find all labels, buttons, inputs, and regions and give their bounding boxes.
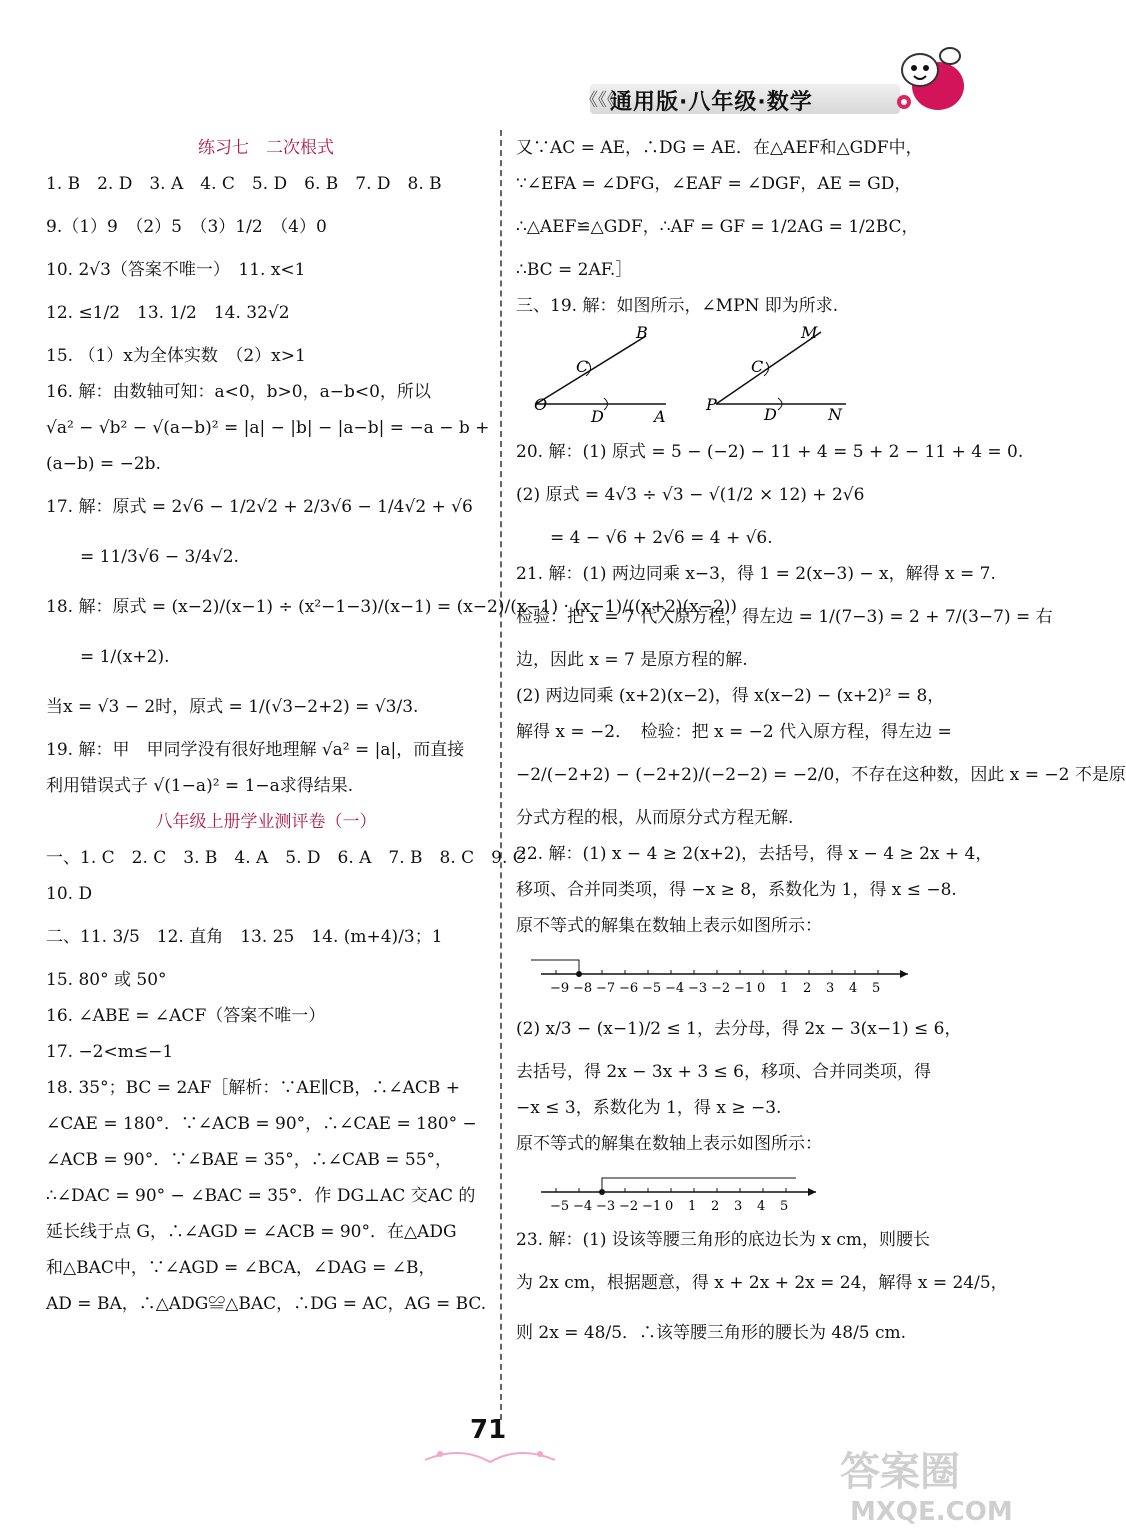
angle-construction-figure (516, 324, 936, 424)
tick-label: 5 (872, 981, 881, 996)
section-title: 练习七 二次根式 (198, 138, 334, 158)
axis-arrow-icon (900, 970, 908, 978)
answer-line: 延长线于点 G，∴∠AGD = ∠ACB = 90°．在△ADG (46, 1222, 457, 1242)
answer-line: 10. 2√3（答案不唯一） 11. x<1 (46, 260, 306, 280)
tick-label: −3 (596, 1199, 616, 1214)
solution-bracket (602, 1178, 796, 1192)
tick-label: 0 (665, 1199, 674, 1214)
section-title: 八年级上册学业测评卷（一） (155, 812, 377, 832)
tick-label: −4 (665, 981, 685, 996)
tick-label: 0 (757, 981, 766, 996)
answer-line: 9.（1）9 （2）5 （3）1/2 （4）0 (46, 217, 327, 237)
answer-line: 20. 解：(1) 原式 = 5 − (−2) − 11 + 4 = 5 + 2 − 11 + 4 = 0. (516, 442, 1024, 462)
tick-label: −2 (711, 981, 731, 996)
answer-line: −2/(−2+2) − (−2+2)/(−2−2) = −2/0，不存在这种数，因此 x = −2 不是原 (516, 765, 1126, 785)
header-title: 通用版·八年级·数学 (610, 90, 813, 115)
tick-label: 4 (849, 981, 858, 996)
tick-label: −6 (619, 981, 639, 996)
right-column (516, 130, 1126, 1358)
tick-label: 2 (711, 1199, 720, 1214)
figure-block (516, 324, 966, 434)
tick-label: −3 (688, 981, 708, 996)
watermark-line2: MXQE.COM (850, 1497, 1013, 1527)
answer-line: (a−b) = −2b. (46, 454, 161, 474)
number-line-block (516, 944, 966, 1004)
answer-line: 三、19. 解：如图所示，∠MPN 即为所求. (516, 296, 839, 316)
answer-line: ∴△AEF≌△GDF，∴AF = GF = 1/2AG = 1/2BC， (516, 217, 919, 237)
watermark-line1: 答案圈 (840, 1449, 960, 1495)
answer-line: 18. 35°；BC = 2AF［解析：∵AE∥CB，∴∠ACB + (46, 1078, 461, 1098)
fig-label-N: N (828, 405, 842, 424)
answer-line: 18. 解：原式 = (x−2)/(x−1) ÷ (x²−1−3)/(x−1) = (x−2)/(x−1) · (x−1)/((x+2)(x−2)) (46, 597, 738, 617)
answer-line: ∴BC = 2AF.］ (516, 260, 633, 280)
answer-line: 利用错误式子 √(1−a)² = 1−a求得结果. (46, 776, 354, 796)
number-line-block (516, 1162, 966, 1222)
answer-line: 原不等式的解集在数轴上表示如图所示： (516, 916, 822, 936)
answer-line: (2) 原式 = 4√3 ÷ √3 − √(1/2 × 12) + 2√6 (516, 485, 865, 505)
answer-line: 为 2x cm，根据题意，得 x + 2x + 2x = 24，解得 x = 24/5， (516, 1273, 1008, 1293)
fig-label-B: B (636, 323, 648, 342)
fig-label-P: P (706, 395, 717, 414)
endpoint-dot (576, 971, 582, 977)
answer-line: 17. −2<m≤−1 (46, 1042, 174, 1062)
answer-line: = 1/(x+2). (46, 647, 170, 667)
answer-line: 16. 解：由数轴可知：a<0，b>0，a−b<0，所以 (46, 382, 431, 402)
answer-line: (2) 两边同乘 (x+2)(x−2)，得 x(x−2) − (x+2)² = 8， (516, 686, 945, 706)
answer-line: 则 2x = 48/5．∴该等腰三角形的腰长为 48/5 cm. (516, 1323, 907, 1343)
answer-line: ∵∠EFA = ∠DFG，∠EAF = ∠DGF，AE = GD， (516, 174, 912, 194)
answer-line: 一、1. C 2. C 3. B 4. A 5. D 6. A 7. B 8. C 9. C (46, 848, 526, 868)
tick-label: −2 (619, 1199, 639, 1214)
answer-line: ∠CAE = 180°．∵∠ACB = 90°，∴∠CAE = 180° − (46, 1114, 477, 1134)
axis-arrow-icon (808, 1188, 816, 1196)
answer-line: 当x = √3 − 2时，原式 = 1/(√3−2+2) = √3/3. (46, 697, 419, 717)
number-line (516, 944, 936, 1004)
tick-label: −8 (573, 981, 593, 996)
answer-line: = 4 − √6 + 2√6 = 4 + √6. (516, 528, 773, 548)
chevron-icon: 《《《 (580, 90, 616, 111)
answer-line: 和△BAC中，∵∠AGD = ∠BCA，∠DAG = ∠B， (46, 1258, 436, 1278)
tick-label: −7 (596, 981, 616, 996)
bee-mascot-icon (890, 40, 970, 120)
answer-line: ∴∠DAC = 90° − ∠BAC = 35°．作 DG⊥AC 交AC 的 (46, 1186, 476, 1206)
answer-line: 15. （1）x为全体实数 （2）x>1 (46, 346, 306, 366)
fig-label-C: C (576, 357, 589, 376)
answer-line: 原不等式的解集在数轴上表示如图所示： (516, 1134, 822, 1154)
answer-line: 分式方程的根，从而原分式方程无解. (516, 808, 794, 828)
answer-line: 22. 解：(1) x − 4 ≥ 2(x+2)，去括号，得 x − 4 ≥ 2x + 4， (516, 844, 993, 864)
fig-label-O: O (534, 395, 548, 414)
endpoint-dot (599, 1189, 605, 1195)
answer-line: (2) x/3 − (x−1)/2 ≤ 1，去分母，得 2x − 3(x−1) ≤ 6， (516, 1019, 962, 1039)
answer-line: 检验：把 x = 7 代入原方程，得左边 = 1/(7−3) = 2 + 7/(3−7) = 右 (516, 607, 1053, 627)
answer-line: 又∵AC = AE，∴DG = AE．在△AEF和△GDF中， (516, 138, 923, 158)
answer-line: 去括号，得 2x − 3x + 3 ≤ 6，移项、合并同类项，得 (516, 1062, 931, 1082)
tick-label: −5 (550, 1199, 570, 1214)
tick-label: −5 (642, 981, 662, 996)
tick-label: −1 (642, 1199, 662, 1214)
answer-line: √a² − √b² − √(a−b)² = |a| − |b| − |a−b| = −a − b + (46, 418, 490, 438)
answer-line: 16. ∠ABE = ∠ACF（答案不唯一） (46, 1006, 326, 1026)
fig-label-D: D (591, 407, 604, 426)
answer-line: 1. B 2. D 3. A 4. C 5. D 6. B 7. D 8. B (46, 174, 442, 194)
tick-label: 5 (780, 1199, 789, 1214)
answer-line: 21. 解：(1) 两边同乘 x−3，得 1 = 2(x−3) − x，解得 x = 7. (516, 564, 996, 584)
fig-label-M: M (801, 323, 818, 342)
tick-label: 1 (688, 1199, 697, 1214)
number-line (516, 1162, 936, 1222)
tick-label: 3 (734, 1199, 743, 1214)
tick-label: 1 (780, 981, 789, 996)
answer-line: 23. 解：(1) 设该等腰三角形的底边长为 x cm，则腰长 (516, 1230, 930, 1250)
answer-line: ∠ACB = 90°．∵∠BAE = 35°，∴∠CAB = 55°， (46, 1150, 453, 1170)
answer-line: 解得 x = −2． 检验：把 x = −2 代入原方程，得左边 = (516, 722, 952, 742)
answer-line: 10. D (46, 884, 93, 904)
answer-line: −x ≤ 3，系数化为 1，得 x ≥ −3. (516, 1098, 782, 1118)
answer-line: 19. 解：甲 甲同学没有很好地理解 √a² = |a|，而直接 (46, 740, 465, 760)
answer-line: 二、11. 3/5 12. 直角 13. 25 14. (m+4)/3；1 (46, 927, 443, 947)
column-divider (500, 130, 502, 1420)
answer-line: 17. 解：原式 = 2√6 − 1/2√2 + 2/3√6 − 1/4√2 + √6 (46, 497, 473, 517)
answer-line: AD = BA，∴△ADG≌△BAC，∴DG = AC，AG = BC. (46, 1294, 487, 1314)
page-number: 71 (470, 1415, 507, 1445)
watermark (830, 1440, 1020, 1530)
fig-label-D2: D (764, 405, 777, 424)
answer-line: = 11/3√6 − 3/4√2. (46, 547, 239, 567)
answer-line: 边，因此 x = 7 是原方程的解. (516, 650, 748, 670)
tick-label: −9 (550, 981, 570, 996)
tick-label: −1 (734, 981, 754, 996)
fig-label-A: A (654, 407, 666, 426)
tick-label: 2 (803, 981, 812, 996)
answer-line: 12. ≤1/2 13. 1/2 14. 32√2 (46, 303, 290, 323)
tick-label: 3 (826, 981, 835, 996)
answer-line: 15. 80° 或 50° (46, 970, 167, 990)
tick-label: 4 (757, 1199, 766, 1214)
solution-bracket (531, 960, 579, 974)
answer-line: 移项、合并同类项，得 −x ≥ 8，系数化为 1，得 x ≤ −8. (516, 880, 957, 900)
tick-label: −4 (573, 1199, 593, 1214)
fig-label-C2: C (751, 357, 764, 376)
